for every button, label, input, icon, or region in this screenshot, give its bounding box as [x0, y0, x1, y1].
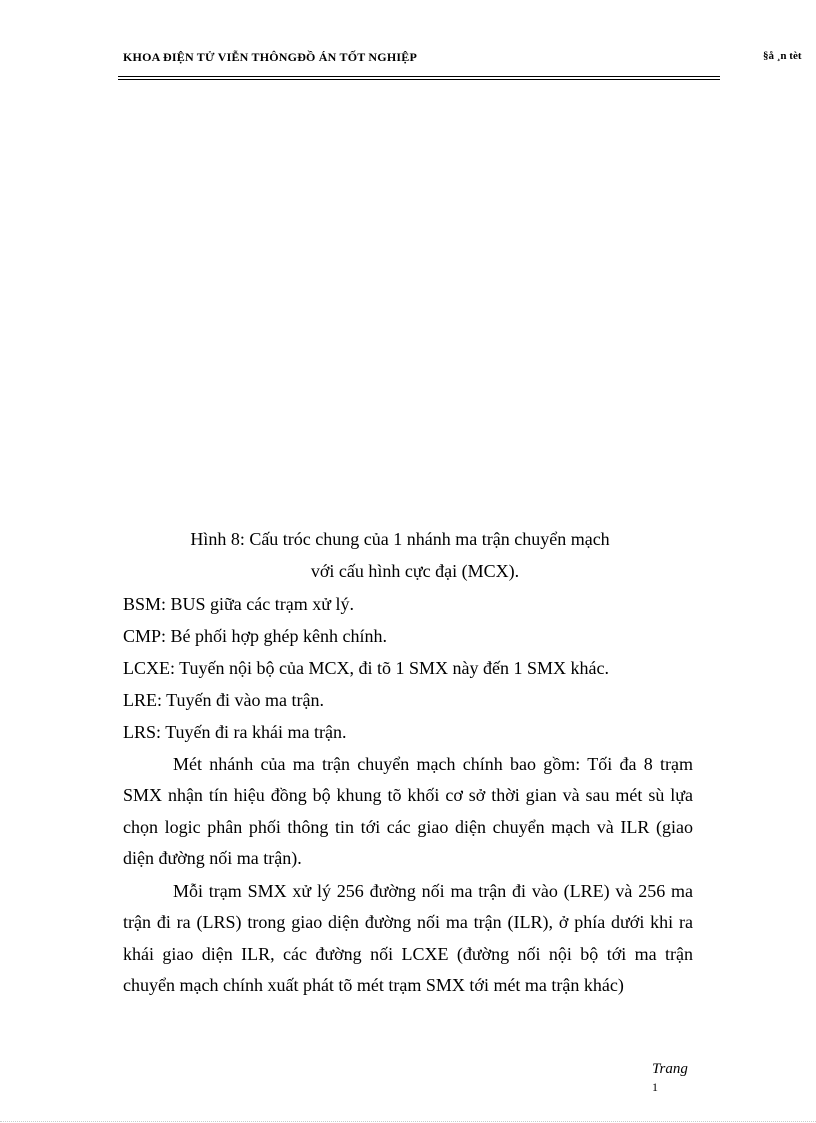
page-bottom-divider: [0, 1121, 816, 1122]
definition-lcxe: LCXE: Tuyến nội bộ của MCX, đi tõ 1 SMX này đến 1 SMX khác.: [123, 658, 609, 678]
definition-bsm: BSM: BUS giữa các trạm xử lý.: [123, 594, 354, 614]
header-divider-top: [118, 76, 720, 77]
figure-caption-line-1: Hình 8: Cấu tróc chung của 1 nhánh ma trận chuyển mạch: [190, 529, 610, 549]
definition-lre: LRE: Tuyến đi vào ma trận.: [123, 690, 324, 710]
header-right-text: §å ¸n tèt: [763, 50, 802, 62]
definition-cmp: CMP: Bé phối hợp ghép kênh chính.: [123, 626, 388, 646]
header-divider-bottom: [118, 79, 720, 80]
body-paragraph-1: Mét nhánh của ma trận chuyển mạch chính bao gồm: Tối đa 8 trạm SMX nhận tín hiệu đồng bộ khung tõ khối cơ sở thời gian và sau mét sù lựa chọn logic phân phối thông tin tới các giao diện chuyển mạch và ILR (giao diện đường nối ma trận).: [123, 754, 693, 868]
header-title: KHOA ĐIỆN TỬ VIỄN THÔNGĐỒ ÁN TỐT NGHIỆP: [123, 50, 417, 64]
definition-lrs: LRS: Tuyến đi ra khái ma trận.: [123, 722, 347, 742]
footer-page-label: Trang: [652, 1061, 688, 1077]
figure-caption-line-2: với cấu hình cực đại (MCX).: [310, 561, 520, 581]
body-paragraph-2: Mỗi trạm SMX xử lý 256 đường nối ma trận đi vào (LRE) và 256 ma trận đi ra (LRS) trong giao diện đường nối ma trận (ILR), ở phía dưới khi ra khái giao diện ILR, các đường nối LCXE (đường nối nội bộ tới ma trận chuyển mạch chính xuất phát tõ mét trạm SMX tới mét ma trận khác): [123, 881, 693, 995]
footer-page-number: 1: [652, 1080, 658, 1094]
